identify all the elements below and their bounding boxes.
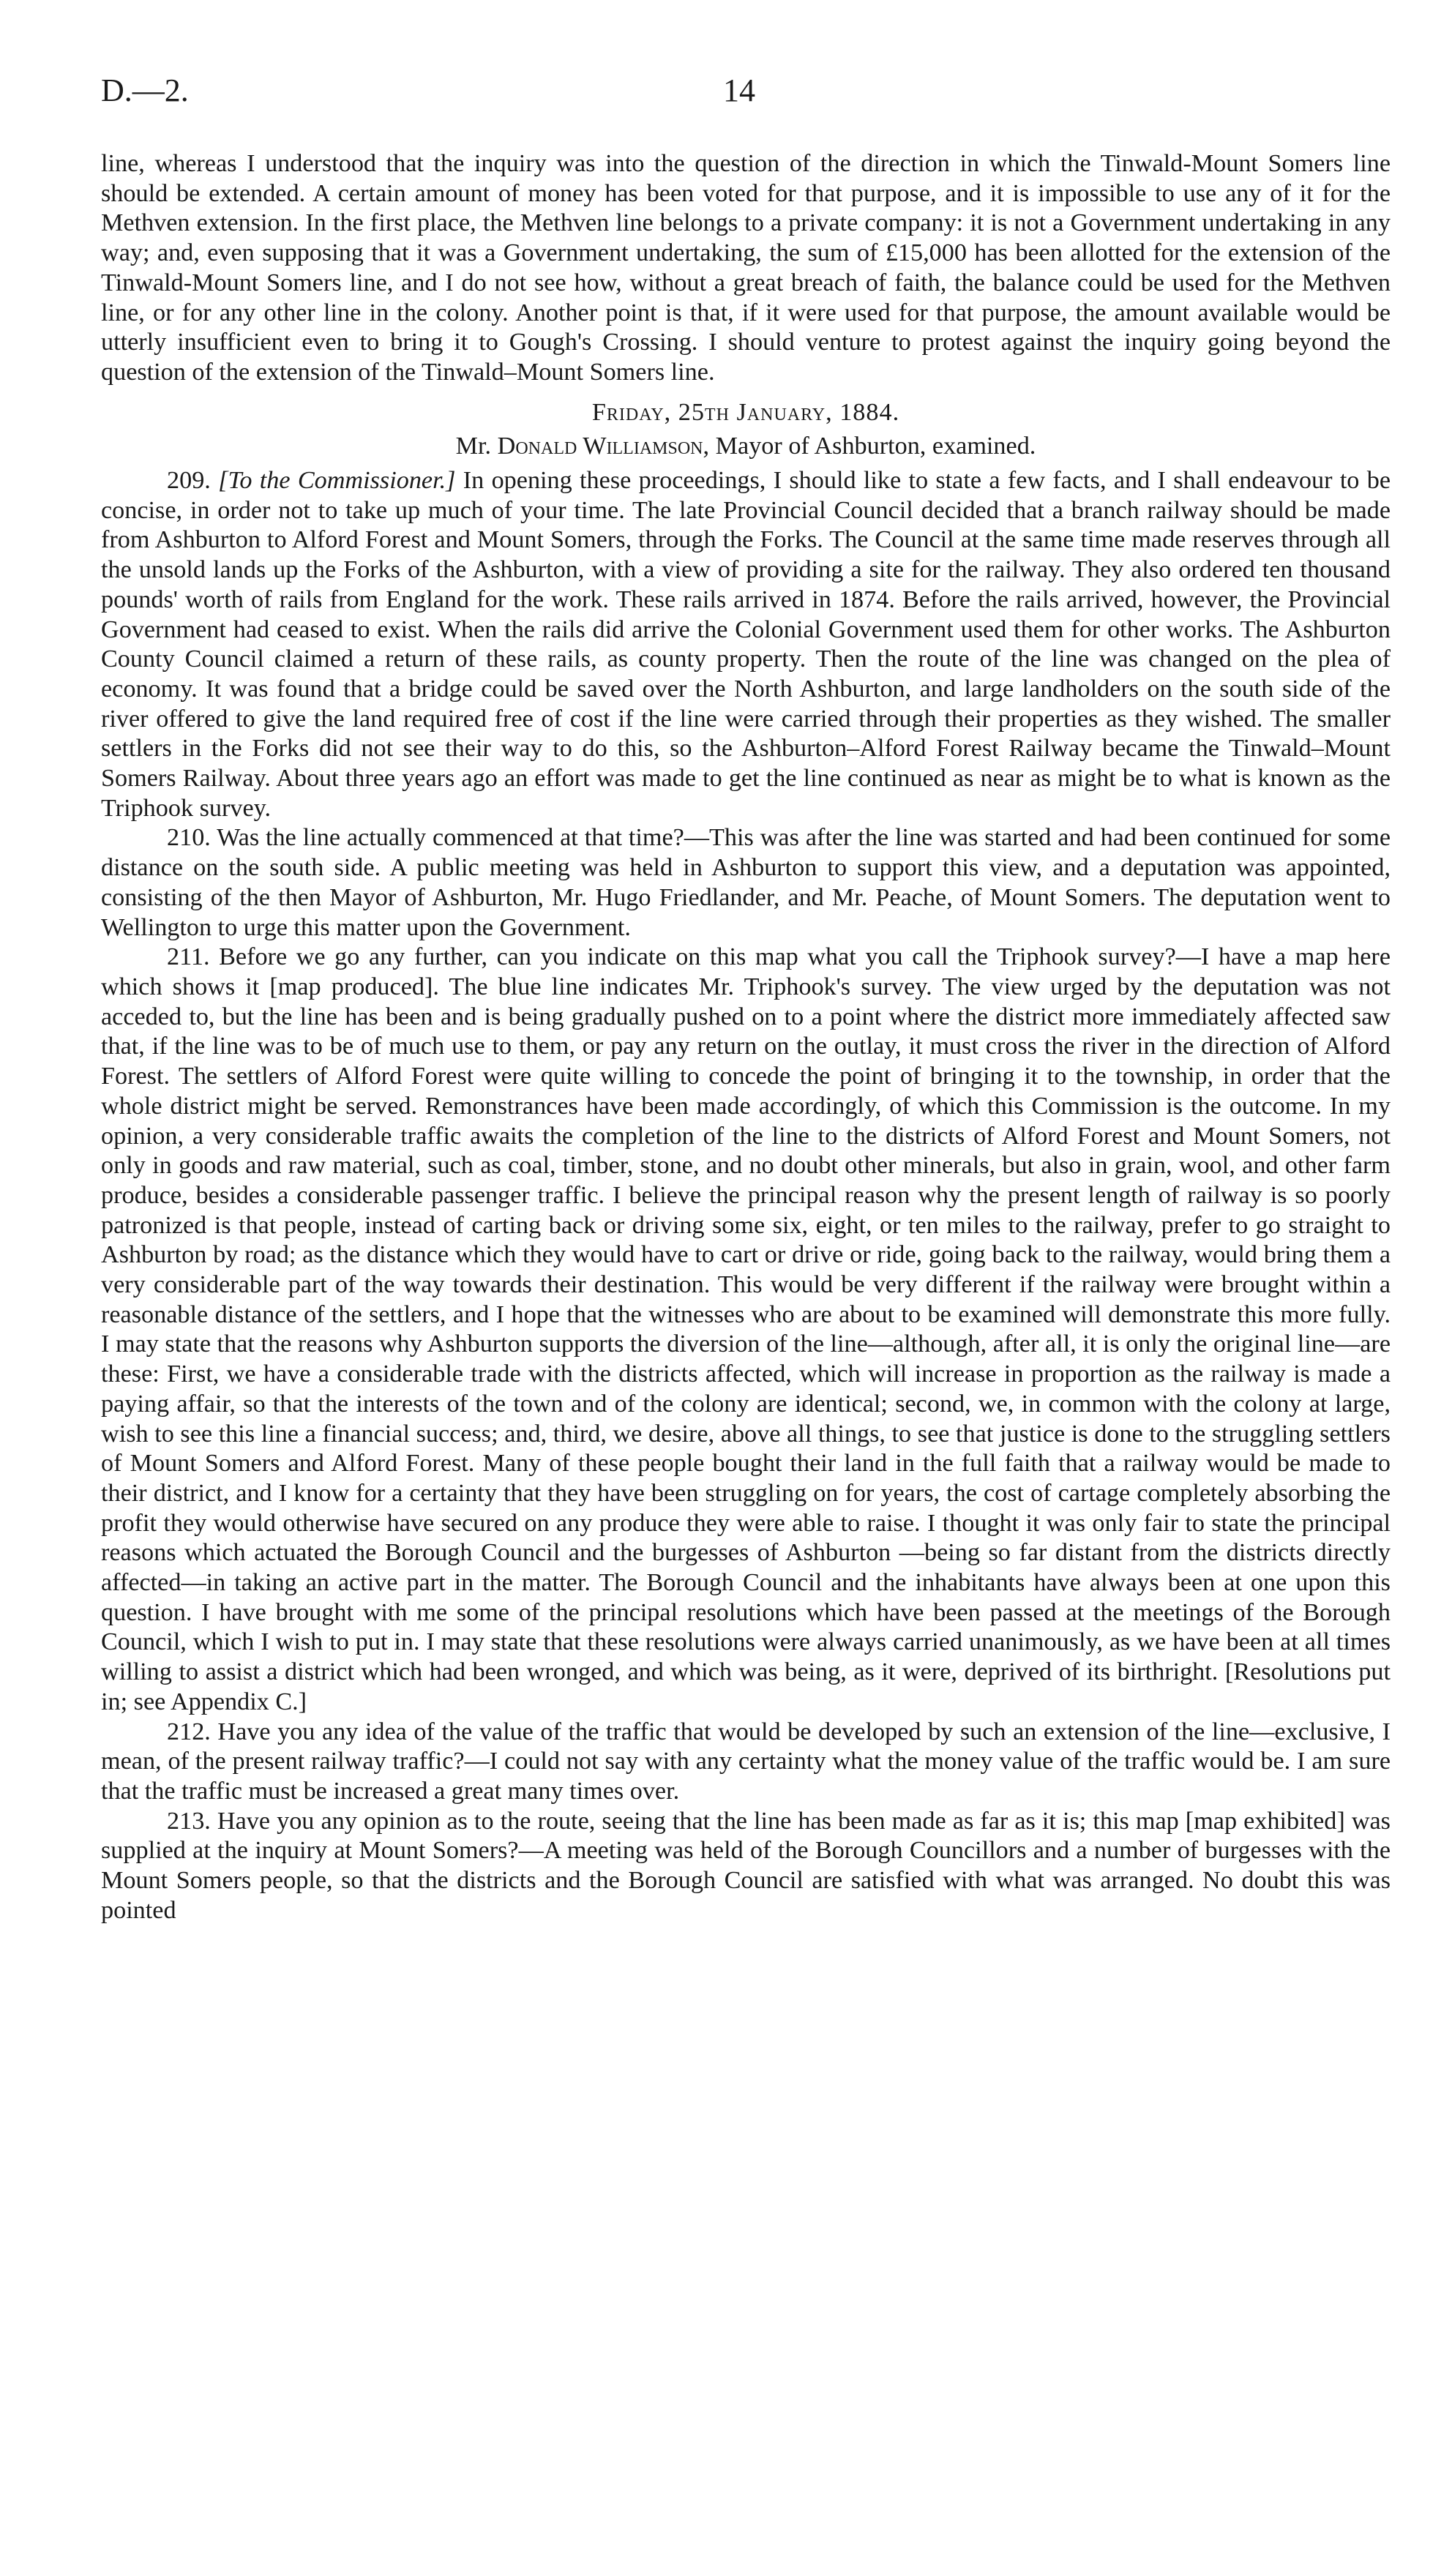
question-addressee: [To the Commissioner.] [218,467,456,495]
document-reference: D.—2. [101,72,189,108]
question-210: 210. Was the line actually commenced at that time?—This was after the line was started and had been continued for some distance on the south side. A public meeting was held in Ashburton to support this view, and a deputation was appointed, consisting of the then Mayor of Ashburton, Mr. Hugo Friedlander, and Mr. Peache, of Mount Somers. The deputation went to Wellington to urge this matter upon the Government. [101,824,1391,941]
question-number: 209. [167,467,211,495]
body-text [101,149,1391,1925]
question-211: 211. Before we go any further, can you indicate on this map what you call the Triphook survey?—I have a map here which shows it [map produced]. The blue line indicates Mr. Triphook's survey. The view urged by the deputation was not acceded to, but the line has been and is being gradually pushed on to a point where the district more immediately affected saw that, if the line was to be of much use to them, or pay any return on the outlay, it must cross the river in the direction of Alford Forest. The settlers of Alford Forest were quite willing to concede the point of bringing it to the township, in order that the whole district might be served. Remonstrances have been made accordingly, of which this Commission is the outcome. In my opinion, a very considerable traffic awaits the completion of the line to the districts of Alford Forest and Mount Somers, not only in goods and raw material, such as coal, timber, stone, and no doubt other minerals, but also in grain, wool, and other farm produce, besides a considerable passenger traffic. I believe the principal reason why the present length of railway is so poorly patronized is that people, instead of carting back or driving some six, eight, or ten miles to the railway, prefer to go straight to Ashburton by road; as the distance which they would have to cart or drive or ride, going back to the railway, would bring them a very considerable part of the way towards their destination. This would be very different if the railway were brought within a reasonable distance of the settlers, and I hope that the witnesses who are about to be examined will demonstrate this more fully. I may state that the reasons why Ashburton supports the diversion of the line—although, after all, it is only the original line—are these: First, we have a considerable trade with the districts affected, which will increase in proportion as the railway is made a paying affair, so that the interests of the town and of the colony are identical; second, we, in common with the colony at large, wish to see this line a financial success; and, third, we desire, above all things, to see that justice is done to the struggling settlers of Mount Somers and Alford Forest. Many of these people bought their land in the full faith that a railway would be made to their district, and I know for a certainty that they have been struggling on for years, the cost of cartage completely absorbing the profit they would otherwise have secured on any produce they were able to raise. I thought it was only fair to state the principal reasons which actuated the Borough Council and the burgesses of Ashburton —being so far distant from the districts directly affected—in taking an active part in the matter. The Borough Council and the inhabitants have always been at one upon this question. I have brought with me some of the principal resolutions which have been passed at the meetings of the Borough Council, which I wish to put in. I may state that these resolutions were always carried unanimously, as we have been at all times willing to assist a district which had been wronged, and which was being, as it were, deprived of its birthright. [Resolutions put in; see Appendix C.] [101,943,1391,1715]
intro-paragraph: line, whereas I understood that the inquiry was into the question of the direction in which the Tinwald-Mount Somers line should be extended. A certain amount of money has been voted for that purpose, and it is impossible to use any of it for the Methven extension. In the first place, the Methven line belongs to a private company: it is not a Government undertaking in any way; and, even supposing that it was a Government undertaking, the sum of £15,000 has been allotted for the extension of the Tinwald-Mount Somers line, and I do not see how, without a great breach of faith, the balance could be used for the Methven line, or for any other line in the colony. Another point is that, if it were used for that purpose, the amount available would be utterly insufficient even to bring it to Gough's Crossing. I should venture to protest against the inquiry going beyond the question of the extension of the Tinwald–Mount Somers line. [101,150,1391,386]
question-213: 213. Have you any opinion as to the route, seeing that the line has been made as far as it is; this map [map exhibited] was supplied at the inquiry at Mount Somers?—A meeting was held of the Borough Councillors and a number of burgesses with the Mount Somers people, so that the districts and the Borough Council are satisfied with what was arranged. No doubt this was pointed [101,1807,1391,1924]
witness-name: Donald Williamson, [497,433,710,460]
question-text: In opening these proceedings, I should like to state a few facts, and I shall endeavour to be concise, in order not to take up much of your time. The late Provincial Council decided that a branch railway should be made from Ashburton to Alford Forest and Mount Somers, through the Forks. The Council at the same time made reserves through all the unsold lands up the Forks of the Ashburton, with a view of providing a site for the railway. They also ordered ten thousand pounds' worth of rails from England for the work. These rails arrived in 1874. Before the rails arrived, however, the Provincial Government had ceased to exist. When the rails did arrive the Colonial Government used them for other works. The Ashburton County Council claimed a return of these rails, as county property. Then the route of the line was changed on the plea of economy. It was found that a bridge could be saved over the North Ashburton, and large landholders on the south side of the river offered to give the land required free of cost if the line were carried through their properties as they wished. The smaller settlers in the Forks did not see their way to do this, so the Ashburton–Alford Forest Railway became the Tinwald–Mount Somers Railway. About three years ago an effort was made to get the line continued as near as might be to what is known as the Triphook survey. [101,467,1391,822]
witness-description: Mayor of Ashburton, examined. [715,433,1036,460]
question-209 [101,466,1391,823]
session-date: Friday, 25th January, 1884. [591,398,900,426]
witness-title: Mr. [455,433,492,460]
page-header [0,72,1452,116]
page-number: 14 [723,72,755,108]
witness-heading [101,432,1391,462]
question-212: 212. Have you any idea of the value of the traffic that would be developed by such an extension of the line—exclusive, I mean, of the present railway traffic?—I could not say with any certainty what the money value of the traffic would be. I am sure that the traffic must be increased a great many times over. [101,1718,1391,1805]
